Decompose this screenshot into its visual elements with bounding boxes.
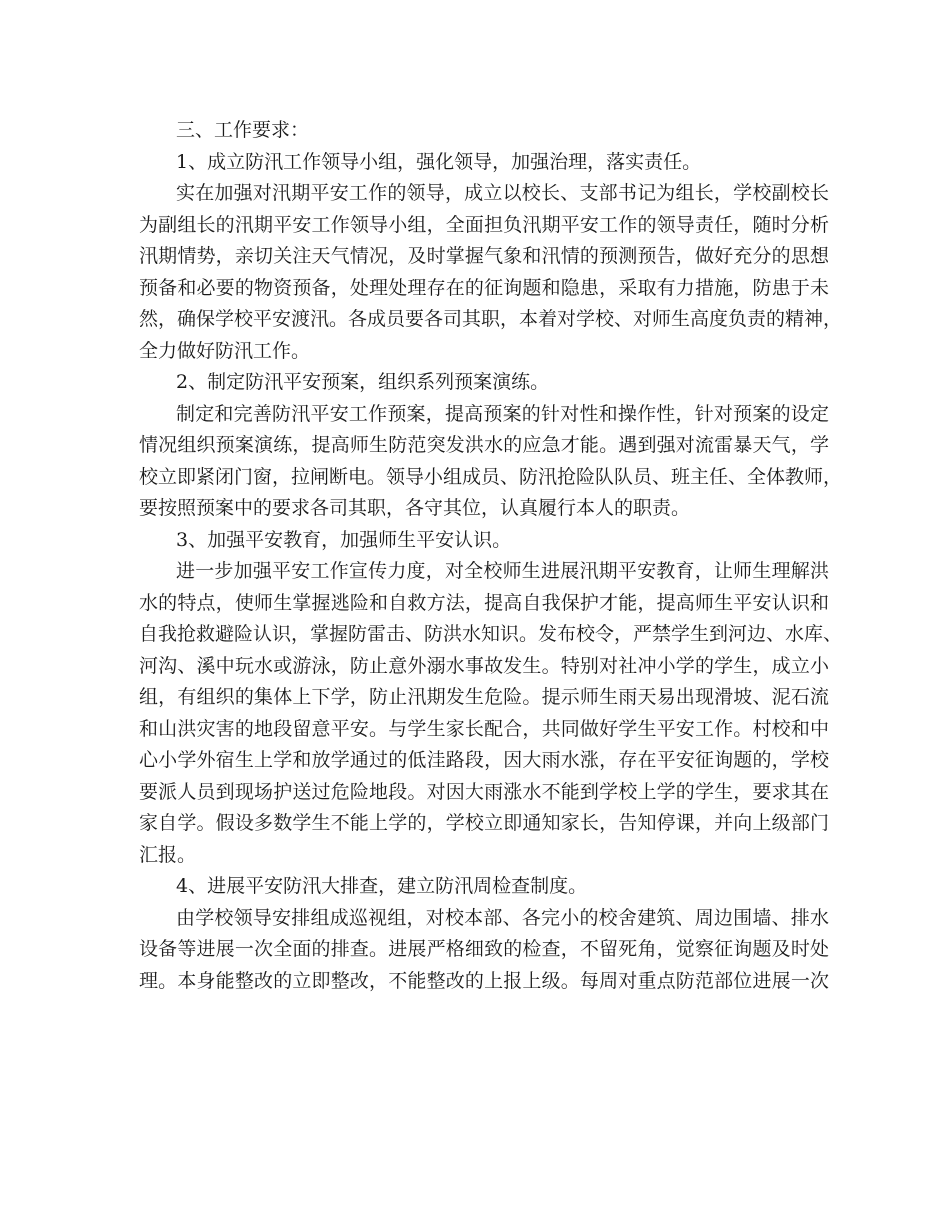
text-line: 然，确保学校平安渡汛。各成员要各司其职，本着对学校、对师生高度负责的精神， — [139, 308, 843, 330]
text-line: 自我抢救避险认识，掌握防雷击、防洪水知识。发布校令，严禁学生到河边、水库、 — [139, 623, 843, 645]
text-line: 河沟、溪中玩水或游泳，防止意外溺水事故发生。特别对社冲小学的学生，成立小 — [139, 654, 829, 677]
text-line: 组，有组织的集体上下学，防止汛期发生危险。提示师生雨天易出现滑坡、泥石流 — [139, 686, 829, 708]
text-line: 水的特点，使师生掌握逃险和自救方法，提高自我保护才能，提高师生平安认识和 — [139, 591, 829, 614]
text-line: 校立即紧闭门窗，拉闸断电。领导小组成员、防汛抢险队队员、班主任、全体教师， — [139, 465, 843, 488]
text-line: 预备和必要的物资预备，处理处理存在的征询题和隐患，采取有力措施，防患于未 — [139, 276, 829, 299]
text-line: 汛期情势，亲切关注天气情况，及时掌握气象和汛情的预测预告，做好充分的思想 — [139, 245, 829, 267]
text-line: 要派人员到现场护送过危险地段。对因大雨涨水不能到学校上学的学生，要求其在 — [139, 780, 829, 803]
document-body — [139, 115, 843, 997]
text-line: 3、加强平安教育，加强师生平安认识。 — [176, 528, 512, 551]
text-line: 制定和完善防汛平安工作预案，提高预案的针对性和操作性，针对预案的设定 — [176, 402, 829, 425]
text-line: 心小学外宿生上学和放学通过的低洼路段，因大雨水涨，存在平安征询题的，学校 — [139, 749, 829, 771]
text-line: 全力做好防汛工作。 — [139, 339, 311, 362]
text-line: 设备等进展一次全面的排查。进展严格细致的检查，不留死角，觉察征询题及时处 — [139, 938, 829, 960]
text-line: 理。本身能整改的立即整改，不能整改的上报上级。每周对重点防范部位进展一次 — [139, 969, 829, 992]
text-line: 4、进展平安防汛大排查，建立防汛周检查制度。 — [176, 875, 588, 897]
text-line: 和山洪灾害的地段留意平安。与学生家长配合，共同做好学生平安工作。村校和中 — [139, 717, 829, 740]
text-line: 汇报。 — [139, 843, 197, 866]
text-line: 1、成立防汛工作领导小组，强化领导，加强治理，落实责任。 — [176, 150, 702, 173]
text-line: 进一步加强平安工作宣传力度，对全校师生进展汛期平安教育，让师生理解洪 — [176, 560, 829, 582]
text-line: 要按照预案中的要求各司其职，各守其位，认真履行本人的职责。 — [139, 497, 691, 519]
text-line: 家自学。假设多数学生不能上学的，学校立即通知家长，告知停课，并向上级部门 — [139, 812, 829, 834]
text-line: 2、制定防汛平安预案，组织系列预案演练。 — [176, 371, 550, 393]
text-line: 为副组长的汛期平安工作领导小组，全面担负汛期平安工作的领导责任，随时分析 — [139, 213, 829, 236]
text-line: 情况组织预案演练，提高师生防范突发洪水的应急才能。遇到强对流雷暴天气，学 — [139, 434, 829, 456]
text-line: 三、工作要求： — [176, 119, 310, 141]
text-line: 由学校领导安排组成巡视组，对校本部、各完小的校舍建筑、周边围墙、排水 — [176, 906, 829, 929]
text-line: 实在加强对汛期平安工作的领导，成立以校长、支部书记为组长，学校副校长 — [176, 182, 829, 204]
